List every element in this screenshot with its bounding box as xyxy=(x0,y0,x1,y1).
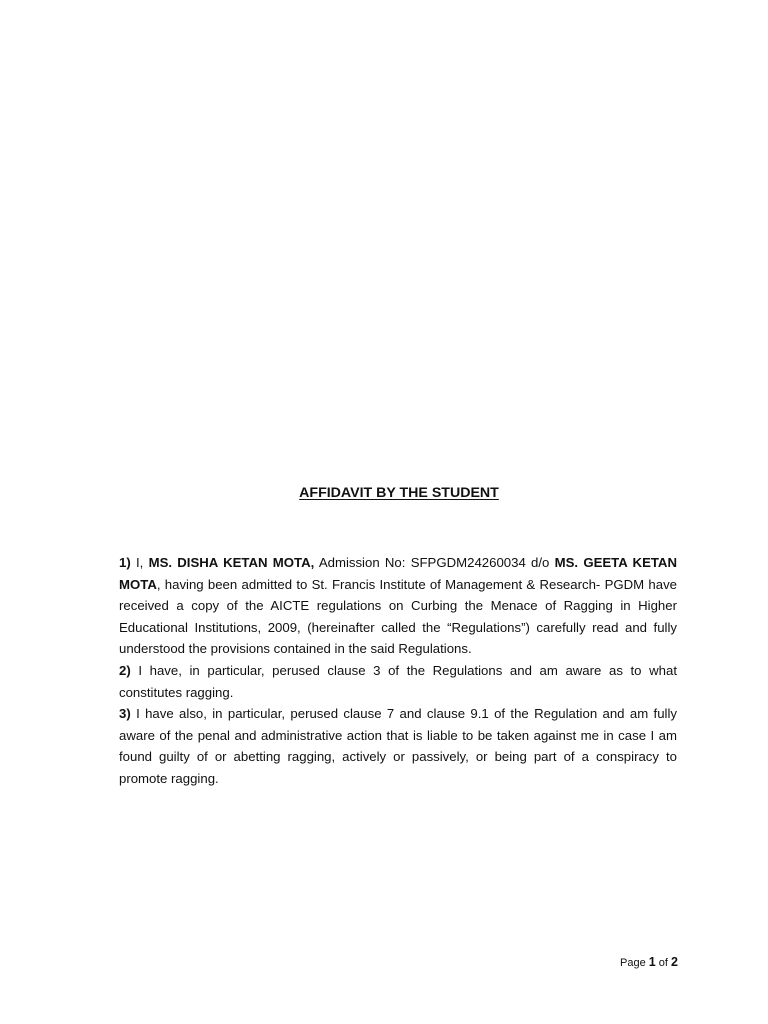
document-title: AFFIDAVIT BY THE STUDENT xyxy=(299,485,499,501)
paragraph-number: 1) xyxy=(119,555,131,570)
student-name: MS. DISHA KETAN MOTA, xyxy=(148,555,315,570)
paragraph-text: I have, in particular, perused clause 3 of the Regulations and am aware as to what constitutes ragging. xyxy=(119,662,677,700)
paragraph-text: I have also, in particular, perused clause 7 and clause 9.1 of the Regulation and am fully aware of the penal and administrative action that is liable to be taken against me in case I am found guilty of or abetting ragging, actively or passively, or being part of a conspiracy to promote ragging. xyxy=(119,706,677,786)
paragraph-1 xyxy=(119,552,677,660)
paragraph-text: , having been admitted to St. Francis Institute of Management & Research- PGDM have received a copy of the AICTE regulations on Curbing the Menace of Ragging in Higher Educational Institutions, 2009, (hereinafter called the “Regulations”) carefully read and fully understood the provisions contained in the said Regulations. xyxy=(119,576,677,657)
page-label: Page xyxy=(620,957,649,969)
current-page-number: 1 xyxy=(648,955,656,969)
paragraph-number: 2) xyxy=(119,662,131,678)
page-number-footer xyxy=(620,955,678,969)
paragraph-3 xyxy=(119,703,677,789)
paragraph-text: Admission No: SFPGDM24260034 d/o xyxy=(314,555,555,570)
paragraph-2 xyxy=(119,660,677,703)
parent-name: MS. GEETA KETAN MOTA xyxy=(119,555,677,592)
of-label: of xyxy=(655,957,672,969)
document-body xyxy=(119,552,677,790)
total-pages-number: 2 xyxy=(671,955,678,969)
paragraph-number: 3) xyxy=(119,706,131,722)
paragraph-text: I, xyxy=(130,555,149,570)
